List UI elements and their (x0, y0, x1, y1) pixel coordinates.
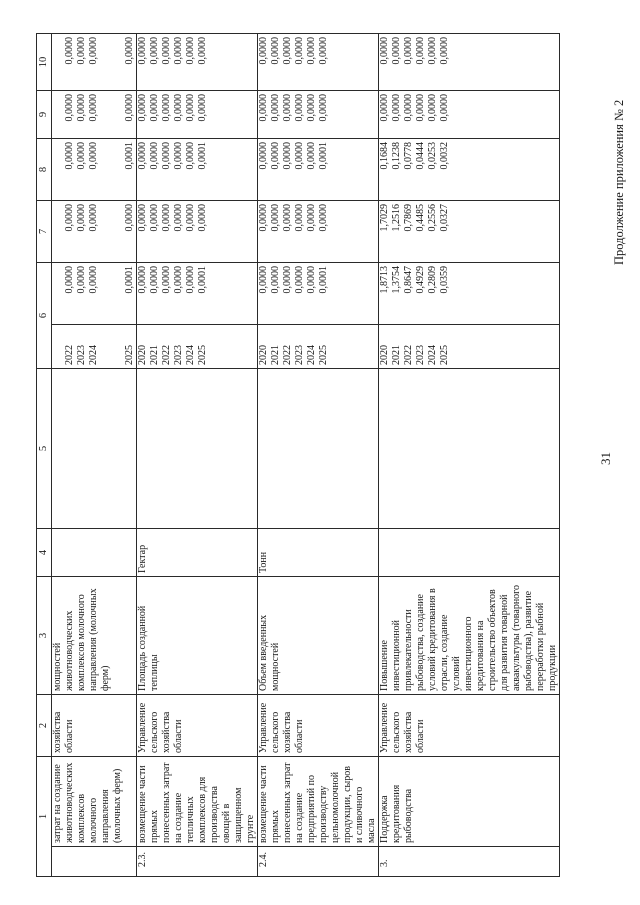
cell-value: 0,0000 (76, 204, 87, 232)
cell-value: 0,0000 (294, 266, 305, 294)
cell-value: 0,0000 (124, 37, 135, 65)
cell-value: 0,0000 (197, 204, 208, 232)
cell-value: 2020 (137, 345, 148, 365)
value-column-6 (379, 263, 560, 325)
cell-value: 0,0000 (124, 204, 135, 232)
cell-value: 0,0000 (149, 37, 160, 65)
table-row (137, 34, 258, 877)
cell-value: 2024 (185, 345, 196, 365)
cell-value: 0,0000 (88, 266, 99, 294)
cell-value: 0,0000 (137, 266, 148, 294)
cell-value: 2025 (124, 345, 135, 365)
cell-value: 1,8713 (379, 266, 390, 294)
cell-value: 0,0000 (427, 37, 438, 65)
executor: хозяйства области (52, 695, 137, 757)
cell-value: 0,0000 (185, 266, 196, 294)
cell-value: 2023 (173, 345, 184, 365)
cell-value: 0,1238 (391, 142, 402, 170)
value-column-9 (258, 91, 379, 139)
value-column-8 (379, 139, 560, 201)
cell-value: 0,0253 (427, 142, 438, 170)
spacer (137, 369, 258, 529)
cell-value (112, 37, 124, 87)
cell-value: 0,4485 (415, 204, 426, 232)
cell-value: 0,0000 (403, 94, 414, 122)
cell-value: 2021 (391, 345, 402, 365)
unit (52, 529, 137, 577)
cell-value: 0,0000 (161, 204, 172, 232)
cell-value: 0,0000 (282, 204, 293, 232)
value-column-7 (137, 201, 258, 263)
cell-value: 0,0000 (185, 204, 196, 232)
value-column-10 (137, 34, 258, 91)
cell-value (100, 266, 112, 321)
cell-value: 0,0000 (403, 37, 414, 65)
cell-value: 0,0000 (282, 94, 293, 122)
cell-value: 0,0000 (306, 142, 317, 170)
value-column-9 (137, 91, 258, 139)
year-column (137, 325, 258, 369)
cell-value (100, 204, 112, 259)
cell-value (52, 204, 64, 259)
value-column-6 (258, 263, 379, 325)
cell-value: 0,0000 (258, 37, 269, 65)
cell-value: 0,0000 (439, 94, 450, 122)
table-row (52, 34, 137, 877)
cell-value: 0,0000 (173, 266, 184, 294)
spacer (52, 369, 137, 529)
cell-value: 0,0000 (258, 204, 269, 232)
cell-value: 0,0000 (391, 94, 402, 122)
value-column-6 (52, 263, 137, 325)
header-cell: 7 (37, 201, 52, 263)
cell-value: 2020 (379, 345, 390, 365)
header-cell: 1 (37, 757, 52, 877)
cell-value: 0,0001 (197, 142, 208, 170)
value-column-6 (137, 263, 258, 325)
item-number: 2.3. (137, 847, 258, 877)
cell-value (100, 94, 112, 135)
cell-value: 0,0000 (379, 94, 390, 122)
value-column-9 (52, 91, 137, 139)
cell-value: 0,0000 (88, 94, 99, 122)
cell-value: 1,7029 (379, 204, 390, 232)
cell-value: 0,0000 (149, 204, 160, 232)
cell-value: 0,0000 (88, 204, 99, 232)
cell-value: 2024 (306, 345, 317, 365)
indicator: Площадь созданной теплицы (137, 577, 258, 695)
year-column (258, 325, 379, 369)
cell-value: 0,0444 (415, 142, 426, 170)
cell-value: 0,0001 (318, 142, 329, 170)
cell-value (112, 142, 124, 197)
cell-value: 0,0000 (64, 142, 75, 170)
value-column-8 (137, 139, 258, 201)
cell-value: 0,0000 (282, 266, 293, 294)
cell-value: 0,0000 (294, 142, 305, 170)
executor: Управление сельского хозяйства области (379, 695, 560, 757)
measure-name: возмещение части прямых понесенных затрат на создание тепличных комплексов для производства овощей в защищенном грунте (137, 757, 258, 847)
measure-name: затрат на создание животноводческих комплексов молочного направления (молочных ферм) (52, 757, 137, 847)
cell-value: 0,0000 (64, 94, 75, 122)
cell-value: 0,0000 (318, 204, 329, 232)
cell-value: 0,0000 (173, 37, 184, 65)
cell-value: 0,0000 (76, 142, 87, 170)
cell-value: 0,0000 (197, 94, 208, 122)
cell-value: 2025 (439, 345, 450, 365)
cell-value: 2023 (415, 345, 426, 365)
cell-value: 2022 (161, 345, 172, 365)
cell-value: 0,0000 (306, 94, 317, 122)
header-cell: 4 (37, 529, 52, 577)
cell-value: 0,1684 (379, 142, 390, 170)
cell-value: 0,0000 (185, 37, 196, 65)
cell-value: 1,2516 (391, 204, 402, 232)
cell-value: 0,0000 (161, 142, 172, 170)
cell-value: 2024 (88, 345, 99, 365)
item-number: 2.4. (258, 847, 379, 877)
cell-value: 0,0001 (124, 142, 135, 170)
cell-value: 0,0000 (64, 204, 75, 232)
cell-value: 0,0000 (149, 94, 160, 122)
header-cell: 2 (37, 695, 52, 757)
cell-value: 0,0000 (415, 94, 426, 122)
value-column-10 (379, 34, 560, 91)
header-cell: 9 (37, 91, 52, 139)
unit: Гектар (137, 529, 258, 577)
cell-value: 0,0000 (185, 94, 196, 122)
indicator: Повышение инвестиционной привлекательности рыбоводства, создание условий кредитования в отрасли, создание условий инвестиционного кредитования на строительство объектов для развития товарной аквакультуры (товарного рыбоводства), развитие переработки рыбной продукции (379, 577, 560, 695)
value-column-10 (52, 34, 137, 91)
cell-value: 0,0000 (137, 37, 148, 65)
cell-value: 0,4929 (415, 266, 426, 294)
cell-value: 0,7869 (403, 204, 414, 232)
item-number (52, 847, 137, 877)
cell-value: 2020 (258, 345, 269, 365)
header-cell: 10 (37, 34, 52, 91)
indicator: Объем введенных мощностей (258, 577, 379, 695)
cell-value: 0,0000 (427, 94, 438, 122)
cell-value: 0,2556 (427, 204, 438, 232)
cell-value: 2022 (403, 345, 414, 365)
cell-value (52, 328, 64, 365)
year-column (379, 325, 560, 369)
annex-subtitle: Продолжение приложения № 2 (612, 99, 626, 265)
value-column-8 (258, 139, 379, 201)
cell-value: 0,0000 (76, 37, 87, 65)
cell-value: 0,0000 (137, 94, 148, 122)
cell-value: 0,0000 (318, 94, 329, 122)
cell-value (52, 142, 64, 197)
value-column-10 (258, 34, 379, 91)
cell-value: 0,0000 (282, 142, 293, 170)
cell-value: 0,0000 (197, 37, 208, 65)
indicator: мощностей животноводческих комплексов молочного направления (молочных ферм) (52, 577, 137, 695)
cell-value: 2022 (64, 345, 75, 365)
unit: Тонн (258, 529, 379, 577)
cell-value: 2021 (149, 345, 160, 365)
table-row (258, 34, 379, 877)
value-column-7 (379, 201, 560, 263)
executor: Управление сельского хозяйства области (258, 695, 379, 757)
cell-value: 0,0001 (318, 266, 329, 294)
cell-value: 0,0000 (76, 266, 87, 294)
cell-value: 0,0000 (270, 37, 281, 65)
cell-value: 2023 (294, 345, 305, 365)
header-cell: 8 (37, 139, 52, 201)
cell-value: 0,0000 (161, 94, 172, 122)
cell-value: 0,0000 (185, 142, 196, 170)
cell-value: 2025 (197, 345, 208, 365)
cell-value: 0,0000 (439, 37, 450, 65)
measure-name: Поддержка кредитования рыбоводства (379, 757, 560, 847)
cell-value: 0,0000 (88, 142, 99, 170)
header-cell: 3 (37, 577, 52, 695)
cell-value: 0,0327 (439, 204, 450, 232)
cell-value: 0,2809 (427, 266, 438, 294)
annex-table (36, 33, 560, 877)
cell-value: 0,0000 (149, 142, 160, 170)
cell-value: 0,0000 (161, 266, 172, 294)
cell-value: 0,0000 (258, 94, 269, 122)
cell-value: 0,0000 (270, 204, 281, 232)
cell-value: 0,0000 (294, 37, 305, 65)
page-number: 31 (598, 452, 613, 465)
cell-value: 0,0000 (282, 37, 293, 65)
header-cell: 5 (37, 369, 52, 529)
cell-value (52, 94, 64, 135)
cell-value (112, 266, 124, 321)
cell-value: 0,8647 (403, 266, 414, 294)
spacer (379, 369, 560, 529)
cell-value (52, 37, 64, 87)
cell-value: 0,0000 (173, 94, 184, 122)
cell-value: 0,0000 (294, 94, 305, 122)
cell-value: 0,0000 (415, 37, 426, 65)
item-number: 3. (379, 847, 560, 877)
cell-value: 0,0032 (439, 142, 450, 170)
cell-value: 0,0000 (306, 204, 317, 232)
cell-value: 2022 (282, 345, 293, 365)
value-column-8 (52, 139, 137, 201)
cell-value: 0,0000 (64, 37, 75, 65)
cell-value: 0,0000 (270, 266, 281, 294)
table-row (379, 34, 560, 877)
cell-value: 0,0000 (294, 204, 305, 232)
cell-value: 0,0000 (173, 142, 184, 170)
cell-value: 2024 (427, 345, 438, 365)
cell-value: 0,0359 (439, 266, 450, 294)
cell-value: 0,0001 (197, 266, 208, 294)
header-row (37, 34, 52, 877)
cell-value: 0,0000 (64, 266, 75, 294)
cell-value: 0,0000 (258, 142, 269, 170)
year-column (52, 325, 137, 369)
cell-value: 0,0000 (318, 37, 329, 65)
cell-value: 0,0000 (124, 94, 135, 122)
cell-value: 0,0000 (88, 37, 99, 65)
cell-value (112, 328, 124, 365)
cell-value (100, 142, 112, 197)
cell-value: 0,0000 (258, 266, 269, 294)
cell-value (52, 266, 64, 321)
cell-value: 0,0000 (306, 266, 317, 294)
cell-value: 0,0000 (391, 37, 402, 65)
cell-value: 0,0000 (270, 142, 281, 170)
cell-value: 1,3754 (391, 266, 402, 294)
cell-value: 2025 (318, 345, 329, 365)
value-column-7 (258, 201, 379, 263)
cell-value: 0,0000 (379, 37, 390, 65)
cell-value (100, 37, 112, 87)
cell-value: 0,0000 (137, 142, 148, 170)
spacer (258, 369, 379, 529)
header-cell: 6 (37, 263, 52, 369)
cell-value: 2023 (76, 345, 87, 365)
cell-value: 0,0000 (76, 94, 87, 122)
cell-value: 0,0000 (270, 94, 281, 122)
measure-name: возмещение части прямых понесенных затрат на создание предприятий по производству цельномолочной продукции, сыров и сливочного масла (258, 757, 379, 847)
cell-value: 0,0778 (403, 142, 414, 170)
cell-value: 0,0000 (306, 37, 317, 65)
cell-value (112, 94, 124, 135)
cell-value (112, 204, 124, 259)
value-column-7 (52, 201, 137, 263)
unit (379, 529, 560, 577)
value-column-9 (379, 91, 560, 139)
cell-value: 0,0001 (124, 266, 135, 294)
cell-value: 0,0000 (161, 37, 172, 65)
cell-value: 0,0000 (149, 266, 160, 294)
cell-value: 0,0000 (173, 204, 184, 232)
cell-value: 2021 (270, 345, 281, 365)
cell-value (100, 328, 112, 365)
executor: Управление сельского хозяйства области (137, 695, 258, 757)
cell-value: 0,0000 (137, 204, 148, 232)
